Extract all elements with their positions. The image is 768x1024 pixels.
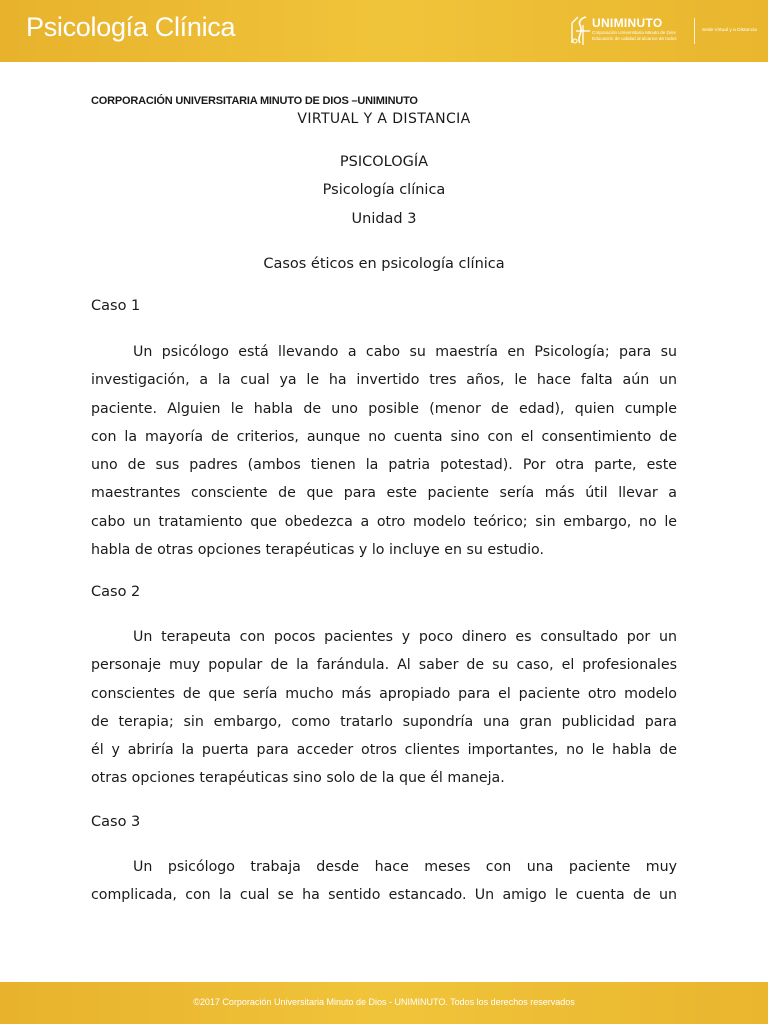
institution-name: CORPORACIÓN UNIVERSITARIA MINUTO DE DIOS –UNIMINUTO [91, 95, 418, 107]
brand-name: UNIMINUTO [592, 16, 663, 30]
case-1-heading: Caso 1 [91, 298, 141, 314]
unit-title: Unidad 3 [351, 211, 417, 227]
paragraph-line: Un psicólogo está llevando a cabo su maestría en Psicología; para su [133, 344, 677, 360]
header-title: Psicología Clínica [26, 12, 236, 42]
paragraph-line: con la mayoría de criterios, aunque no cuenta sino con el consentimiento de [91, 428, 677, 445]
case-2-paragraph [91, 623, 677, 793]
paragraph-line: otras opciones terapéuticas sino solo de la que él maneja. [91, 770, 505, 787]
case-1-paragraph [91, 338, 677, 564]
course-title: Psicología clínica [322, 182, 446, 198]
program-title: PSICOLOGÍA [339, 154, 429, 170]
paragraph-line: cabo un tratamiento que obedezca a otro modelo teórico; sin embargo, no le [91, 513, 677, 530]
brand-block [592, 16, 677, 41]
modality-subtitle: VIRTUAL Y A DISTANCIA [297, 111, 471, 127]
paragraph-line: investigación, a la cual ya le ha invertido tres años, le hace falta aún un [91, 372, 677, 389]
brand-subtitle-2: Educación de calidad al alcance de todos [592, 35, 677, 41]
case-3-paragraph [91, 853, 677, 910]
paragraph-line: uno de sus padres (ambos tienen la patria potestad). Por otra parte, este [91, 457, 677, 474]
paragraph-line: Un psicólogo trabaja desde hace meses con una paciente muy [133, 859, 677, 875]
paragraph-line: Un terapeuta con pocos pacientes y poco dinero es consultado por un [133, 629, 677, 645]
paragraph-line: complicada, con la cual se ha sentido estancado. Un amigo le cuenta de un [91, 887, 677, 904]
case-3-heading: Caso 3 [91, 814, 141, 830]
header-banner [0, 0, 768, 62]
footer-copyright: ©2017 Corporación Universitaria Minuto de Dios - UNIMINUTO. Todos los derechos reservados [193, 997, 575, 1007]
paragraph-line: maestrantes consciente de que para este paciente sería más útil llevar a [91, 485, 677, 502]
paragraph-line: paciente. Alguien le habla de uno posible (menor de edad), quien cumple [91, 400, 677, 417]
footer-banner [0, 982, 768, 1024]
brand-tagline: Sede Virtual y a Distancia [702, 28, 757, 33]
brand-divider [694, 18, 695, 44]
case-2-heading: Caso 2 [91, 584, 141, 600]
brand-subtitle-1: Corporación Universitaria Minuto de Dios [592, 30, 676, 35]
paragraph-line: conscientes de que sería mucho más apropiado para el paciente otro modelo [91, 685, 677, 702]
paragraph-line: de terapia; sin embargo, como tratarlo supondría una gran publicidad para [91, 713, 677, 730]
topic-title: Casos éticos en psicología clínica [263, 256, 505, 272]
paragraph-line: él y abriría la puerta para acceder otros clientes importantes, no le habla de [91, 742, 677, 759]
paragraph-line: personaje muy popular de la farándula. Al saber de su caso, el profesionales [91, 657, 677, 674]
paragraph-line: habla de otras opciones terapéuticas y lo incluye en su estudio. [91, 542, 544, 559]
